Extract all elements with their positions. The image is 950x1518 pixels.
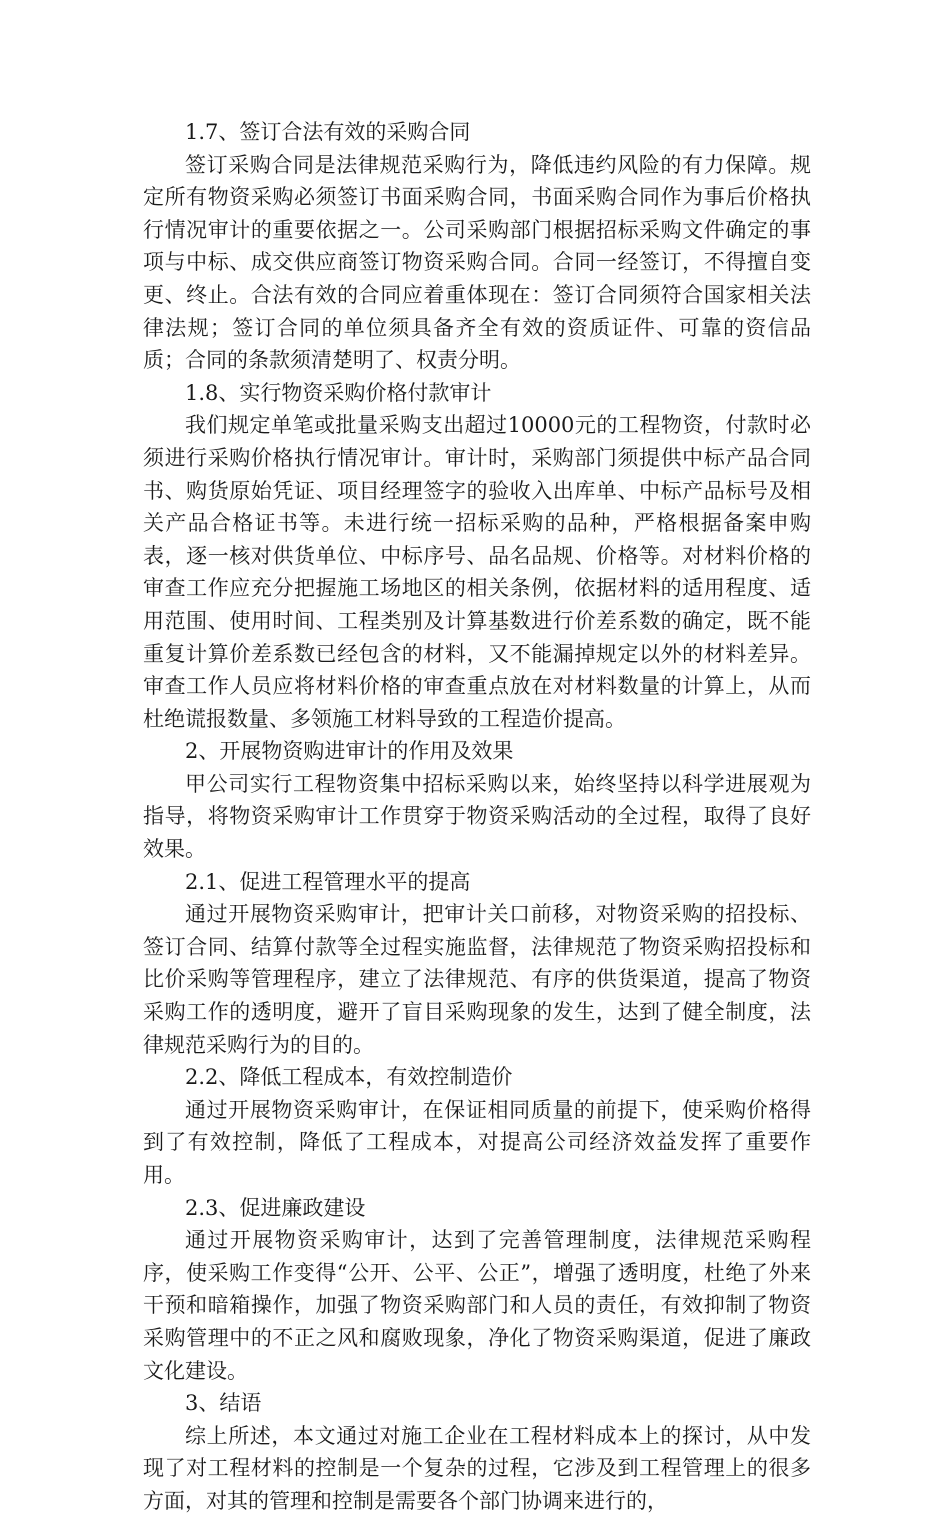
section-heading-2: 2、开展物资购进审计的作用及效果: [185, 739, 514, 764]
paragraph-management-level: 通过开展物资采购审计，把审计关口前移，对物资采购的招投标、签订合同、结算付款等全过程实施监督，法律规范了物资采购招投标和比价采购等管理程序，建立了法律规范、有序的供货渠道，提高了物资采购工作的透明度，避开了盲目采购现象的发生，达到了健全制度，法律规范采购行为的目的。: [143, 902, 811, 1057]
paragraph-integrity: 通过开展物资采购审计，达到了完善管理制度，法律规范采购程序，使采购工作变得“公开、公平、公正”，增强了透明度，杜绝了外来干预和暗箱操作，加强了物资采购部门和人员的责任，有效抑制了物资采购管理中的不正之风和腐败现象，净化了物资采购渠道，促进了廉政文化建设。: [143, 1228, 811, 1383]
section-heading-1-7: 1.7、签订合法有效的采购合同: [185, 120, 471, 144]
section-heading-2-3: 2.3、促进廉政建设: [185, 1195, 366, 1220]
paragraph-payment-audit: 我们规定单笔或批量采购支出超过10000元的工程物资，付款时必须进行采购价格执行情况审计。审计时，采购部门须提供中标产品合同书、购货原始凭证、项目经理签字的验收入出库单、中标产品标号及相关产品合格证书等。未进行统一招标采购的品种，严格根据备案申购表，逐一核对供货单位、中标序号、品名品规、价格等。对材料价格的审查工作应充分把握施工场地区的相关条例，依据材料的适用程度、适用范围、使用时间、工程类别及计算基数进行价差系数的确定，既不能重复计算价差系数已经包含的材料，又不能漏掉规定以外的材料差异。审查工作人员应将材料价格的审查重点放在对材料数量的计算上，从而杜绝谎报数量、多领施工材料导致的工程造价提高。: [143, 413, 811, 731]
section-heading-1-8: 1.8、实行物资采购价格付款审计: [185, 380, 492, 405]
section-heading-2-2: 2.2、降低工程成本，有效控制造价: [185, 1065, 513, 1090]
section-heading-2-1: 2.1、促进工程管理水平的提高: [185, 869, 471, 894]
paragraph-audit-effects: 甲公司实行工程物资集中招标采购以来，始终坚持以科学进展观为指导，将物资采购审计工作贯穿于物资采购活动的全过程，取得了良好效果。: [143, 771, 811, 862]
paragraph-cost-control: 通过开展物资采购审计，在保证相同质量的前提下，使采购价格得到了有效控制，降低了工程成本，对提高公司经济效益发挥了重要作用。: [143, 1097, 811, 1187]
paragraph-purchase-contract: 签订采购合同是法律规范采购行为，降低违约风险的有力保障。规定所有物资采购必须签订书面采购合同，书面采购合同作为事后价格执行情况审计的重要依据之一。公司采购部门根据招标采购文件确定的事项与中标、成交供应商签订物资采购合同。合同一经签订，不得擅自变更、终止。合法有效的合同应着重体现在：签订合同须符合国家相关法律法规；签订合同的单位须具备齐全有效的资质证件、可靠的资信品质；合同的条款须清楚明了、权责分明。: [143, 152, 811, 373]
section-heading-3: 3、结语: [185, 1391, 262, 1416]
document-body: [143, 116, 811, 1518]
paragraph-conclusion: 综上所述，本文通过对施工企业在工程材料成本上的探讨，从中发现了对工程材料的控制是一个复杂的过程，它涉及到工程管理上的很多方面，对其的管理和控制是需要各个部门协调来进行的，: [143, 1423, 811, 1513]
